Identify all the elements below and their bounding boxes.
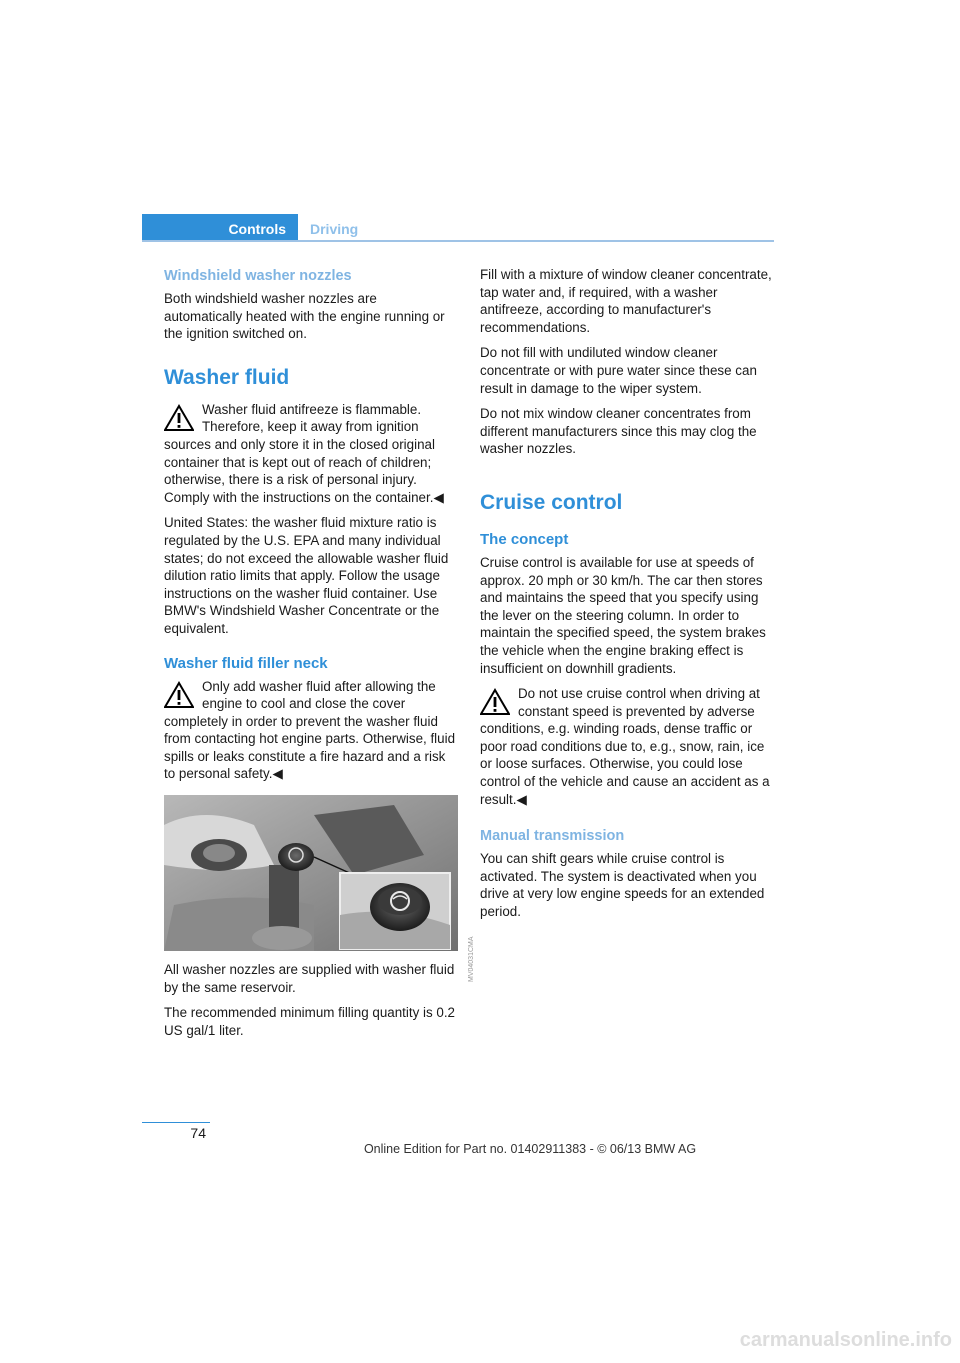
heading-manual-transmission: Manual transmission [480,828,625,845]
warning-triangle-icon [164,404,194,432]
paragraph-us-regulation: United States: the washer fluid mixture ratio is regulated by the U.S. EPA and many individual states; do not exceed the allowable washer fluid dilution ratio limits that apply. Follow the usage instructions on the washer fluid container. Use BMW's Windshield Washer Concentrate or the equivalent. [164,515,449,636]
paragraph-nozzles: Both windshield washer nozzles are automatically heated with the engine running or the ignition switched on. [164,291,445,342]
online-edition-note: Online Edition for Part no. 01402911383 - © 06/13 BMW AG [363,1142,697,1156]
heading-windshield-washer-nozzles: Windshield washer nozzles [164,268,352,284]
section-tab-controls[interactable]: Controls [142,214,298,242]
paragraph-manual-transmission: You can shift gears while cruise control is activated. The system is deactivated when you drive at very low engine speeds for an extended period. [480,851,765,920]
heading-cruise-control: Cruise control [480,490,623,514]
end-mark-icon: ◀ [272,766,283,782]
paragraph-no-mixing: Do not mix window cleaner concentrates from different manufacturers since this may clog the washer nozzles. [480,406,757,457]
heading-washer-fluid-filler-neck: Washer fluid filler neck [164,654,328,672]
engine-bay-washer-cap-photo [164,795,458,951]
warning-antifreeze [164,401,458,507]
paragraph-concept: Cruise control is available for use at speeds of approx. 20 mph or 30 km/h. The car then stores and maintains the speed that you specify using the lever on the steering column. In order to maintain the specified speed, the system brakes the vehicle when the engine braking effect is insufficient on downhill gradients. [480,554,766,676]
end-mark-icon: ◀ [433,489,444,505]
warning-cruise-control [480,685,774,808]
left-column [164,266,475,1047]
figure-code-label [464,924,476,984]
warning-filler-neck [164,678,458,784]
warning-triangle-icon [480,688,510,716]
paragraph-reservoir: All washer nozzles are supplied with washer fluid by the same reservoir. [164,962,455,995]
section-tab-driving[interactable]: Driving [310,221,359,237]
warning-filler-neck-text: Only add washer fluid after allowing the engine to cool and close the cover completely in order to prevent the washer fluid from contacting hot engine parts. Otherwise, fluid spills or leaks constitute a fire hazard and a risk to personal safety. [164,678,456,782]
header-divider [142,240,774,242]
heading-the-concept: The concept [480,530,569,548]
heading-washer-fluid: Washer fluid [164,365,290,389]
page-number: 74 [190,1125,206,1141]
warning-antifreeze-text: Washer fluid antifreeze is flammable. Therefore, keep it away from ignition sources and only store it in the closed original container that is kept out of reach of children; otherwise, there is a risk of personal injury. Comply with the instructions on the container. [164,401,435,505]
paragraph-fill-mixture: Fill with a mixture of window cleaner concentrate, tap water and, if required, with a washer antifreeze, according to manufacturer's recommendations. [480,267,772,335]
page-header [142,214,774,242]
watermark-logo [720,1318,960,1358]
warning-triangle-icon [164,681,194,709]
end-mark-icon: ◀ [516,791,527,807]
footer-divider [142,1122,210,1123]
warning-cruise-control-text: Do not use cruise control when driving at constant speed is prevented by adverse conditions, e.g. winding roads, dense traffic or poor road conditions due to, e.g., snow, rain, ice or loose surfaces. Otherwise, you could lose control of the vehicle and cause an accident as a result. [480,686,770,807]
paragraph-undiluted: Do not fill with undiluted window cleaner concentrate or with pure water since these can result in damage to the wiper system. [480,345,757,396]
right-column [480,266,774,929]
paragraph-filling-quantity: The recommended minimum filling quantity is 0.2 US gal/1 liter. [164,1005,455,1038]
figure-code-text: MV04031CMA [468,936,475,982]
watermark-text: carmanualsonline.info [739,1329,952,1351]
